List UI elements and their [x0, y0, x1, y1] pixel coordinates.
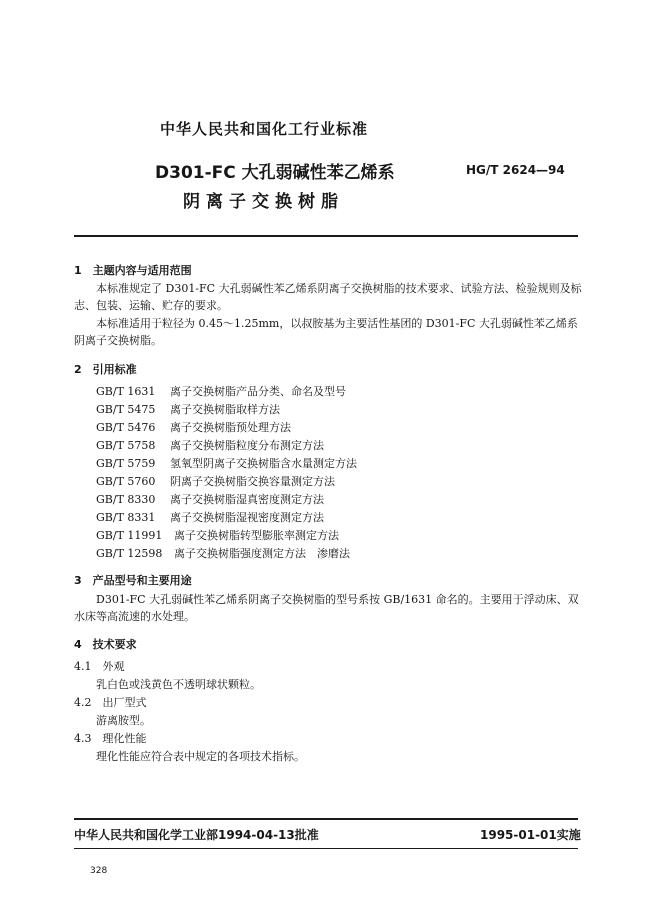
standard-title-line1: D301-FC 大孔弱碱性苯乙烯系 — [155, 163, 395, 183]
reference-code: GB/T 5759 — [96, 457, 156, 470]
section-1-heading: 1 主题内容与适用范围 — [74, 264, 192, 277]
reference-title: 离子交换树脂粒度分布测定方法 — [170, 439, 324, 452]
reference-row — [96, 491, 324, 507]
clause-number: 4.1 — [74, 660, 92, 673]
reference-code: GB/T 8331 — [96, 511, 156, 524]
reference-code: GB/T 11991 — [96, 529, 163, 542]
reference-title: 阴离子交换树脂交换容量测定方法 — [170, 475, 335, 488]
reference-code: GB/T 12598 — [96, 547, 163, 560]
reference-title: 离子交换树脂取样方法 — [170, 403, 280, 416]
reference-code: GB/T 5758 — [96, 439, 156, 452]
section-4-heading: 4 技术要求 — [74, 638, 137, 651]
reference-row — [96, 455, 357, 471]
standard-title-line2: 阴离子交换树脂 — [183, 192, 344, 212]
reference-row — [96, 473, 335, 489]
header-rule — [74, 235, 578, 237]
footer-rule — [74, 818, 578, 820]
reference-row — [96, 383, 346, 399]
clause-4-3-text: 理化性能应符合表中规定的各项技术指标。 — [96, 750, 305, 763]
reference-row — [96, 509, 324, 525]
clause-number: 4.2 — [74, 696, 92, 709]
footer-bottom-rule — [74, 848, 578, 849]
reference-title: 离子交换树脂湿视密度测定方法 — [170, 511, 324, 524]
reference-row — [96, 545, 350, 561]
clause-4-1-heading — [74, 658, 125, 675]
implementation-date: 1995-01-01实施 — [480, 828, 581, 842]
clause-title: 出厂型式 — [102, 696, 147, 709]
reference-code: GB/T 1631 — [96, 385, 156, 398]
reference-title: 离子交换树脂转型膨胀率测定方法 — [174, 529, 339, 542]
reference-row — [96, 527, 339, 543]
issuing-body: 中华人民共和国化工行业标准 — [160, 120, 369, 138]
reference-code: GB/T 5760 — [96, 475, 156, 488]
reference-title: 离子交换树脂产品分类、命名及型号 — [170, 385, 346, 398]
clause-4-2-heading — [74, 694, 147, 711]
approval-line: 中华人民共和国化学工业部1994-04-13批准 — [74, 828, 319, 842]
reference-code: GB/T 5476 — [96, 421, 156, 434]
section-3-paragraph: D301-FC 大孔弱碱性苯乙烯系阴离子交换树脂的型号系按 GB/1631 命名的。主要用于浮动床、双水床等高流速的水处理。 — [74, 593, 579, 623]
section-2-heading: 2 引用标准 — [74, 363, 137, 376]
page-number: 328 — [90, 866, 108, 876]
clause-title: 外观 — [102, 660, 125, 673]
reference-row — [96, 437, 324, 453]
reference-row — [96, 419, 291, 435]
reference-row — [96, 401, 280, 417]
reference-title: 离子交换树脂预处理方法 — [170, 421, 291, 434]
reference-title: 氢氧型阴离子交换树脂含水量测定方法 — [170, 457, 357, 470]
standard-code: HG/T 2624—94 — [466, 163, 565, 177]
clause-4-2-text: 游离胺型。 — [96, 714, 151, 727]
clause-4-1-text: 乳白色或浅黄色不透明球状颗粒。 — [96, 678, 261, 691]
reference-code: GB/T 8330 — [96, 493, 156, 506]
clause-4-3-heading — [74, 730, 147, 747]
reference-title: 离子交换树脂湿真密度测定方法 — [170, 493, 324, 506]
section-1-paragraph-2: 本标准适用于粒径为 0.45～1.25mm，以叔胺基为主要活性基团的 D301-FC 大孔弱碱性苯乙烯系阴离子交换树脂。 — [74, 317, 578, 347]
clause-title: 理化性能 — [102, 732, 147, 745]
reference-code: GB/T 5475 — [96, 403, 156, 416]
section-1-paragraph-1: 本标准规定了 D301-FC 大孔弱碱性苯乙烯系阴离子交换树脂的技术要求、试验方法、检验规则及标志、包装、运输、贮存的要求。 — [74, 282, 582, 312]
section-3-heading: 3 产品型号和主要用途 — [74, 574, 192, 587]
clause-number: 4.3 — [74, 732, 92, 745]
reference-title: 离子交换树脂强度测定方法 渗磨法 — [174, 547, 350, 560]
